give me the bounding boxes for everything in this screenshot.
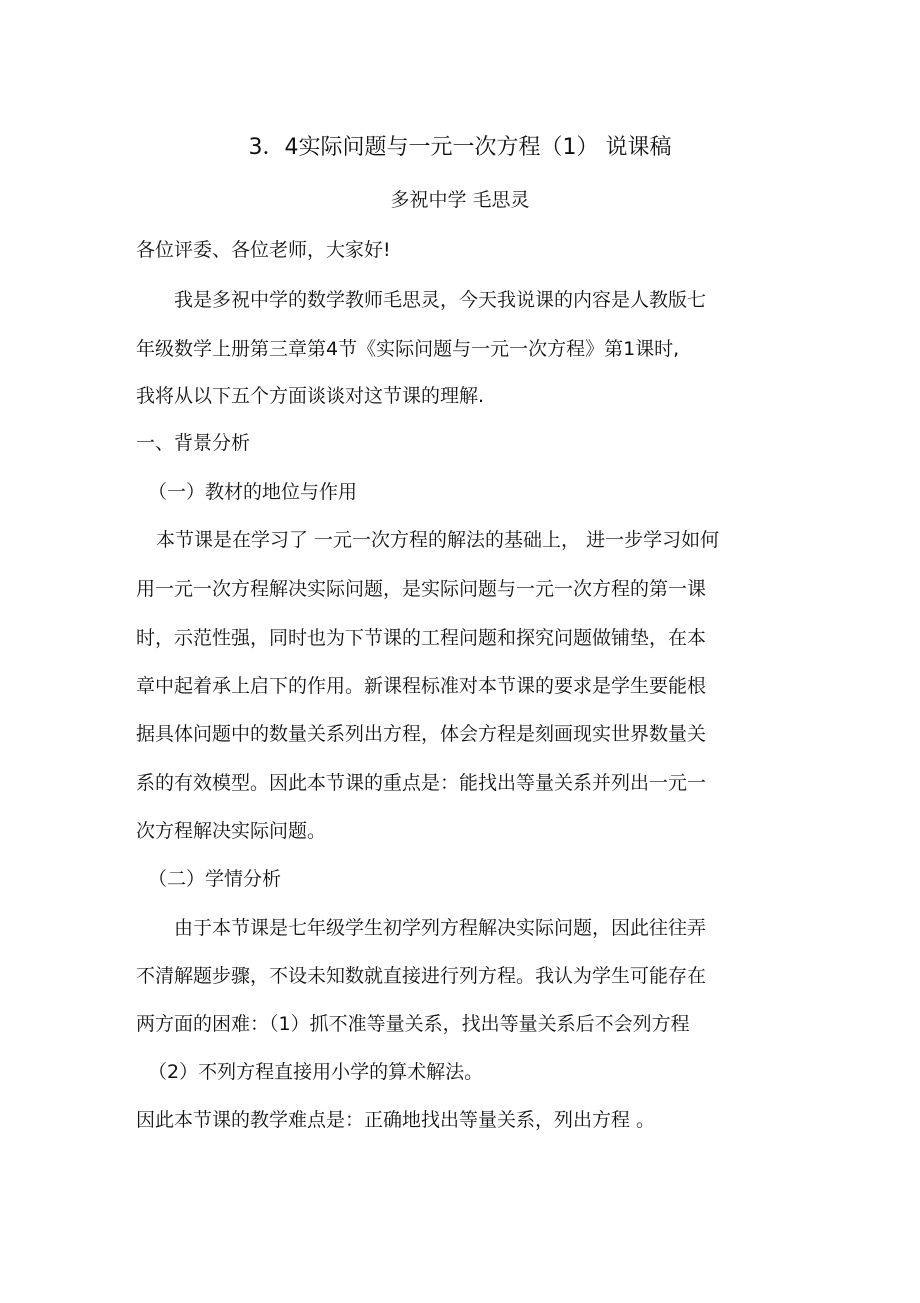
body-line: 次方程解决实际问题。 (136, 820, 327, 842)
body-line: 本节课是在学习了 一元一次方程的解法的基础上， 进一步学习如何 (156, 529, 720, 551)
document-author: 多祝中学 毛思灵 (390, 189, 530, 211)
intro-line: 我是多祝中学的数学教师毛思灵，今天我说课的内容是人教版七 (174, 289, 707, 311)
body-line: （2）不列方程直接用小学的算术解法。 (148, 1061, 484, 1083)
body-line: 时，示范性强，同时也为下节课的工程问题和探究问题做铺垫，在本 (136, 627, 707, 649)
body-line: 据具体问题中的数量关系列出方程，体会方程是刻画现实世界数量关 (136, 723, 707, 745)
body-line: 章中起着承上启下的作用。新课程标准对本节课的要求是学生要能根 (136, 675, 707, 697)
subsection-heading-students: （二）学情分析 (148, 868, 282, 890)
body-line: 因此本节课的教学难点是：正确地找出等量关系，列出方程 。 (136, 1109, 656, 1131)
subsection-heading-materials: （一）教材的地位与作用 (148, 481, 358, 503)
body-line: 用一元一次方程解决实际问题，是实际问题与一元一次方程的第一课 (136, 578, 707, 600)
body-line: 不清解题步骤，不设未知数就直接进行列方程。我认为学生可能存在 (136, 965, 707, 987)
intro-line: 年级数学上册第三章第4节《实际问题与一元一次方程》第1课时, (136, 338, 680, 360)
body-line: 系的有效模型。因此本节课的重点是：能找出等量关系并列出一元一 (136, 772, 707, 794)
intro-line: 我将从以下五个方面谈谈对这节课的理解. (136, 385, 485, 407)
body-line: 两方面的困难：（1）抓不准等量关系，找出等量关系后不会列方程 (136, 1013, 690, 1035)
document-title: 3．4实际问题与一元一次方程（1） 说课稿 (248, 135, 672, 160)
greeting-line: 各位评委、各位老师，大家好! (136, 239, 391, 261)
section-heading-background: 一、背景分析 (136, 432, 251, 454)
body-line: 由于本节课是七年级学生初学列方程解决实际问题，因此往往弄 (174, 917, 707, 939)
